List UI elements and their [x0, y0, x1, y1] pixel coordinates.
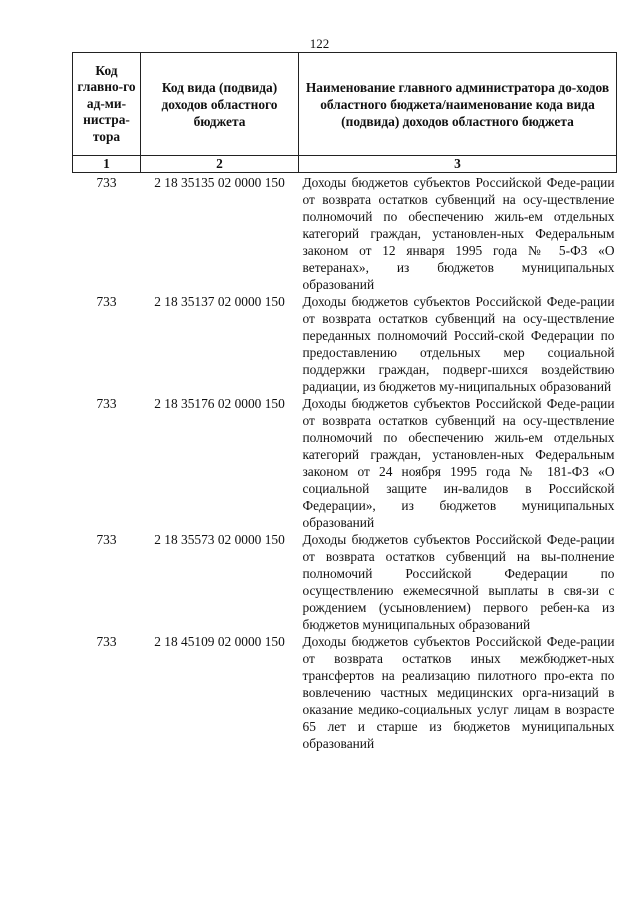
- name-cell: Доходы бюджетов субъектов Российской Феде-рации от возврата остатков субвенций на осу-ществление полномочий по обеспечению жиль-ем отдельных категорий граждан, установлен-ных Федеральным законом от 24 ноября 1995 года № 181-ФЗ «О социальной защите ин-валидов в Российской Федерации», из бюджетов муниципальных образований: [302, 396, 615, 530]
- table-row: [73, 395, 617, 531]
- revenue-code-cell: 2 18 35176 02 0000 150: [154, 396, 285, 411]
- name-cell: Доходы бюджетов субъектов Российской Феде-рации от возврата остатков субвенций на осу-ществление переданных полномочий Россий-ской Федерации по предоставлению отдельных мер социальной поддержки граждан, подверг-шихся воздействию радиации, из бюджетов му-ниципальных образований: [302, 294, 615, 394]
- table-row: [73, 531, 617, 633]
- revenue-code-cell: 2 18 35573 02 0000 150: [154, 532, 285, 547]
- table-row: [73, 633, 617, 752]
- name-cell: Доходы бюджетов субъектов Российской Феде-рации от возврата остатков субвенций на осу-ществление полномочий по обеспечению жиль-ем отдельных категорий граждан, установлен-ных Федеральным законом от 12 января 1995 года № 5-ФЗ «О ветеранах», из бюджетов муниципальных образований: [302, 175, 615, 292]
- column-number-2: 2: [141, 156, 299, 173]
- table-header-row: [73, 53, 617, 156]
- admin-code-cell: 733: [96, 396, 117, 411]
- table-row: [73, 293, 617, 395]
- admin-code-cell: 733: [96, 634, 117, 649]
- revenue-code-cell: 2 18 45109 02 0000 150: [154, 634, 285, 649]
- column-number-3: 3: [299, 156, 617, 173]
- revenue-code-cell: 2 18 35137 02 0000 150: [154, 294, 285, 309]
- header-admin-code: Код главно-го ад-ми-нистра-тора: [73, 53, 141, 156]
- table-row: [73, 173, 617, 294]
- admin-code-cell: 733: [96, 294, 117, 309]
- name-cell: Доходы бюджетов субъектов Российской Феде-рации от возврата остатков иных межбюджет-ных трансфертов на реализацию пилотного про-екта по вовлечению частных медицинских орга-низаций в оказание медико-социальных услуг лицам в возрасте 65 лет и старше из бюджетов муниципальных образований: [302, 634, 615, 751]
- admin-code-cell: 733: [96, 175, 117, 190]
- header-name: Наименование главного администратора до-ходов областного бюджета/наименование кода вида (подвида) доходов областного бюджета: [299, 53, 617, 156]
- revenue-code-cell: 2 18 35135 02 0000 150: [154, 175, 285, 190]
- header-revenue-code: Код вида (подвида) доходов областного бюджета: [141, 53, 299, 156]
- revenue-codes-table: [72, 52, 617, 752]
- name-cell: Доходы бюджетов субъектов Российской Феде-рации от возврата остатков субвенций на вы-полнение полномочий Российской Федерации по осуществлению ежемесячной выплаты в свя-зи с рождением (усыновлением) первого ребен-ка из бюджетов муниципальных образований: [302, 532, 615, 632]
- column-number-row: [73, 156, 617, 173]
- page-number: 122: [309, 36, 330, 51]
- admin-code-cell: 733: [96, 532, 117, 547]
- column-number-1: 1: [73, 156, 141, 173]
